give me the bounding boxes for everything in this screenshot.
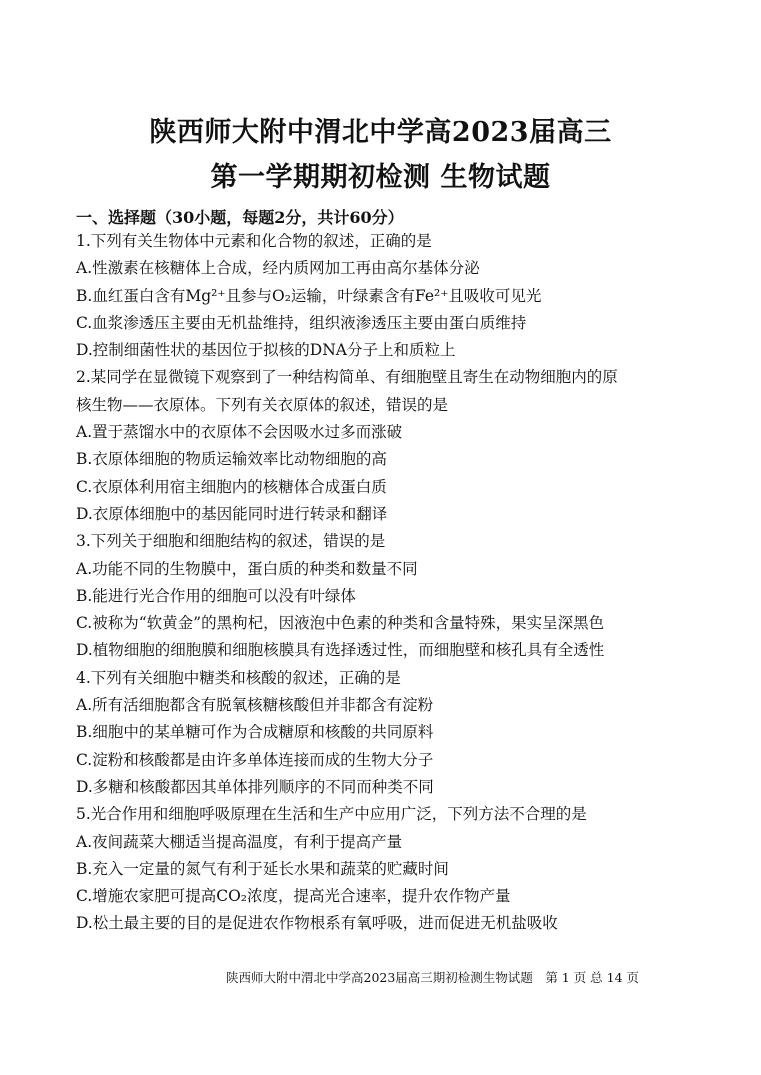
text-line: C.淀粉和核酸都是由许多单体连接而成的生物大分子: [76, 750, 434, 769]
text-line: 核生物——衣原体。下列有关衣原体的叙述，错误的是: [76, 395, 449, 414]
text-line: D.松土最主要的目的是促进农作物根系有氧呼吸，进而促进无机盐吸收: [76, 914, 558, 933]
text-line: 2.某同学在显微镜下观察到了一种结构简单、有细胞壁且寄生在动物细胞内的原: [76, 368, 618, 387]
text-line: D.植物细胞的细胞膜和细胞核膜具有选择透过性，而细胞壁和核孔具有全透性: [76, 641, 605, 660]
text-line: C.衣原体利用宿主细胞内的核糖体合成蛋白质: [76, 477, 387, 496]
text-line: D.衣原体细胞中的基因能同时进行转录和翻译: [76, 504, 388, 523]
text-line: A.夜间蔬菜大棚适当提高温度，有利于提高产量: [76, 832, 403, 851]
text-line: D.多糖和核酸都因其单体排列顺序的不同而种类不同: [76, 777, 434, 796]
text-line: B.血红蛋白含有Mg²⁺且参与O₂运输，叶绿素含有Fe²⁺且吸收可见光: [76, 286, 542, 305]
text-line: C.被称为“软黄金”的黑枸杞，因液泡中色素的种类和含量特殊，果实呈深黑色: [76, 614, 605, 633]
text-line: A.功能不同的生物膜中，蛋白质的种类和数量不同: [76, 559, 418, 578]
text-line: B.细胞中的某单糖可作为合成糖原和核酸的共同原料: [76, 723, 434, 742]
text-line: B.衣原体细胞的物质运输效率比动物细胞的高: [76, 450, 387, 469]
document-title-line1: 陕西师大附中渭北中学高2023届高三: [149, 117, 612, 148]
text-line: 5.光合作用和细胞呼吸原理在生活和生产中应用广泛，下列方法不合理的是: [76, 805, 587, 824]
document-title-line2: 第一学期期初检测 生物试题: [210, 162, 551, 193]
text-line: C.血浆渗透压主要由无机盐维持，组织液渗透压主要由蛋白质维持: [76, 313, 527, 332]
text-line: B.能进行光合作用的细胞可以没有叶绿体: [76, 586, 356, 605]
text-line: A.所有活细胞都含有脱氧核糖核酸但并非都含有淀粉: [76, 696, 434, 715]
question-text-block: [76, 228, 696, 938]
text-line: C.增施农家肥可提高CO₂浓度，提高光合速率，提升农作物产量: [76, 887, 511, 906]
text-line: 3.下列关于细胞和细胞结构的叙述，错误的是: [76, 532, 386, 551]
text-line: 4.下列有关细胞中糖类和核酸的叙述，正确的是: [76, 668, 401, 687]
page-footer: 陕西师大附中渭北中学高2023届高三期初检测生物试题 第 1 页 总 14 页: [226, 970, 640, 985]
text-line: D.控制细菌性状的基因位于拟核的DNA分子上和质粒上: [76, 341, 456, 360]
text-line: 1.下列有关生物体中元素和化合物的叙述，正确的是: [76, 232, 432, 250]
text-line: A.性激素在核糖体上合成，经内质网加工再由高尔基体分泌: [76, 259, 480, 278]
text-line: B.充入一定量的氮气有利于延长水果和蔬菜的贮藏时间: [76, 859, 449, 878]
section-heading: 一、选择题（30小题，每题2分，共计60分）: [76, 208, 404, 227]
text-line: A.置于蒸馏水中的衣原体不会因吸水过多而涨破: [76, 423, 403, 442]
